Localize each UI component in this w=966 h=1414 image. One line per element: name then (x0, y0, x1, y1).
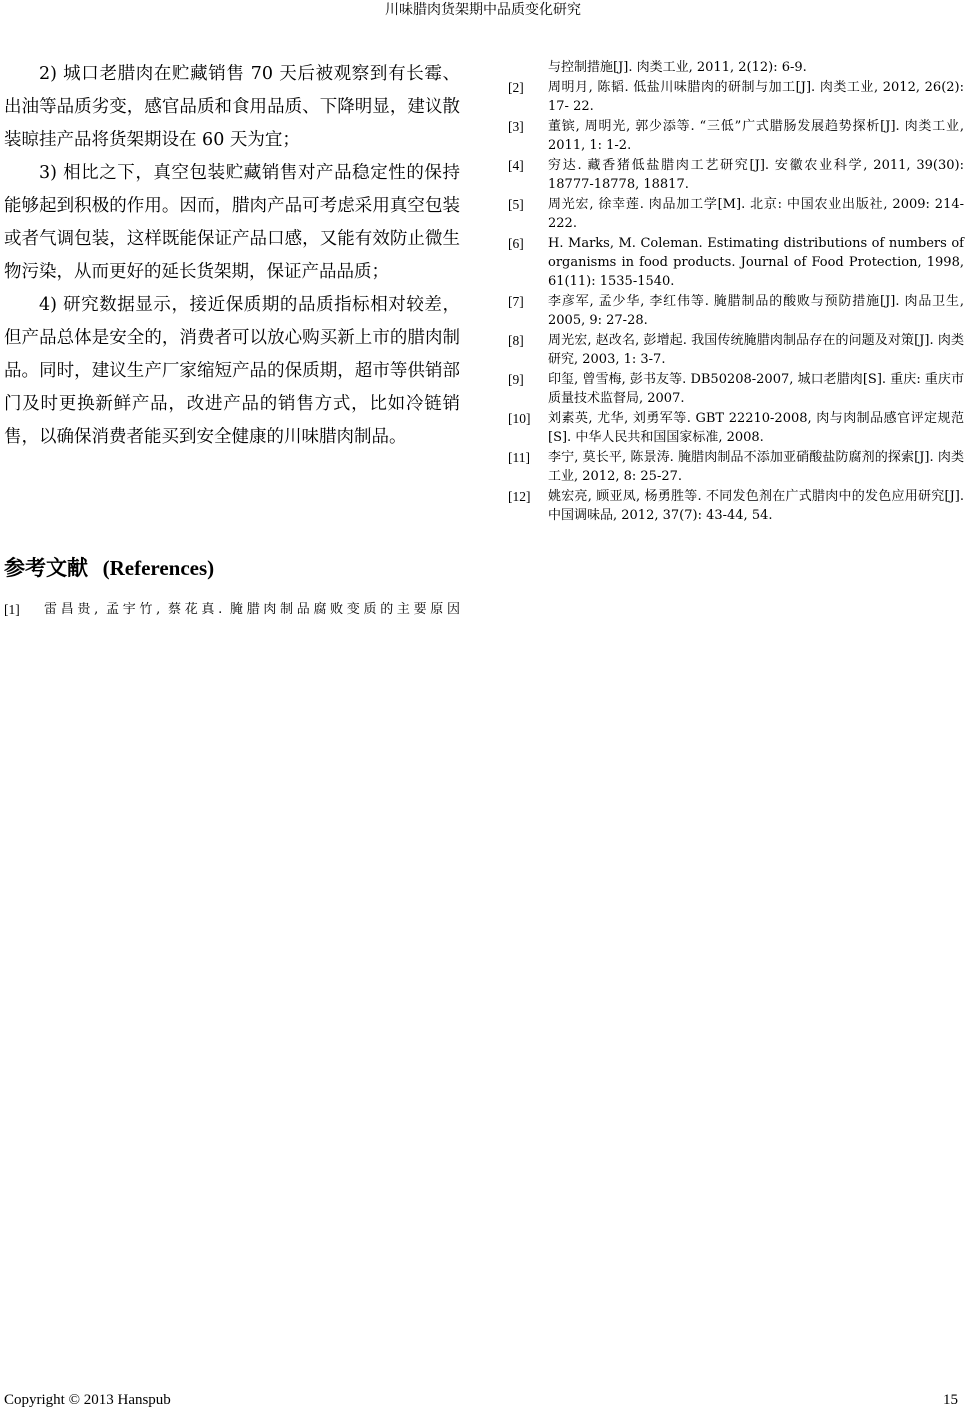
reference-number: [6] (508, 236, 524, 251)
references-right-column (508, 58, 964, 525)
reference-continuation: 与控制措施[J]. 肉类工业, 2011, 2(12): 6-9. (548, 60, 807, 75)
references-heading (4, 552, 214, 584)
reference-item (508, 331, 964, 369)
reference-number: [5] (508, 197, 524, 212)
reference-item (508, 117, 964, 155)
reference-text: 周光宏, 赵改名, 彭增起. 我国传统腌腊肉制品存在的问题及对策[J]. 肉类研究, 2003, 1: 3-7. (548, 333, 964, 367)
references-heading-cn: 参考文献 (4, 555, 88, 580)
reference-item (508, 487, 964, 525)
reference-list (508, 78, 964, 525)
body-paragraph: 2) 城口老腊肉在贮藏销售 70 天后被观察到有长霉、出油等品质劣变，感官品质和食用品质、下降明显，建议散装晾挂产品将货架期设在 60 天为宜； (4, 64, 460, 150)
reference-item (508, 448, 964, 486)
reference-number: [1] (4, 602, 20, 617)
reference-item (508, 156, 964, 194)
references-left-column (4, 600, 460, 619)
reference-item (508, 409, 964, 447)
running-header: 川味腊肉货架期中品质变化研究 (385, 2, 581, 18)
reference-number: [9] (508, 372, 524, 387)
reference-text: 刘素英, 尤华, 刘勇军等. GBT 22210-2008, 肉与肉制品感官评定规范[S]. 中华人民共和国国家标准, 2008. (548, 411, 964, 445)
reference-item (508, 370, 964, 408)
references-heading-en: (References) (102, 556, 215, 580)
reference-item (4, 600, 460, 619)
reference-number: [11] (508, 450, 530, 465)
body-paragraph: 4) 研究数据显示，接近保质期的品质指标相对较差，但产品总体是安全的，消费者可以放心购买新上市的腊肉制品。同时，建议生产厂家缩短产品的保质期，超市等供销部门及时更换新鲜产品，改进产品的销售方式，比如冷链销售，以确保消费者能买到安全健康的川味腊肉制品。 (4, 295, 460, 447)
reference-text: 董镔, 周明光, 郭少添等. “三低”广式腊肠发展趋势探析[J]. 肉类工业, 2011, 1: 1-2. (548, 119, 964, 153)
reference-number: [2] (508, 80, 524, 95)
reference-text: H. Marks, M. Coleman. Estimating distributions of numbers of organisms in food products. Journal of Food Protection, 1998, 61(11): 1535-1540. (548, 236, 964, 289)
reference-number: [4] (508, 158, 524, 173)
reference-number: [3] (508, 119, 524, 134)
reference-item (508, 195, 964, 233)
reference-item (508, 292, 964, 330)
reference-text: 穷达. 藏香猪低盐腊肉工艺研究[J]. 安徽农业科学, 2011, 39(30): 18777-18778, 18817. (548, 158, 964, 192)
reference-number: [8] (508, 333, 524, 348)
footer-page-number: 15 (943, 1392, 958, 1408)
reference-item (508, 78, 964, 116)
reference-text: 李彦军, 孟少华, 李红伟等. 腌腊制品的酸败与预防措施[J]. 肉品卫生, 2005, 9: 27-28. (548, 294, 964, 328)
body-paragraph: 3) 相比之下，真空包装贮藏销售对产品稳定性的保持能够起到积极的作用。因而，腊肉产品可考虑采用真空包装或者气调包装，这样既能保证产品口感，又能有效防止微生物污染，从而更好的延长货架期，保证产品品质； (4, 163, 460, 282)
reference-number: [7] (508, 294, 524, 309)
reference-text: 李宁, 莫长平, 陈景涛. 腌腊肉制品不添加亚硝酸盐防腐剂的探索[J]. 肉类工业, 2012, 8: 25-27. (548, 450, 964, 484)
reference-text: 雷昌贵, 孟宇竹, 蔡花真. 腌腊肉制品腐败变质的主要原因 (44, 602, 460, 617)
footer-copyright: Copyright © 2013 Hanspub (4, 1392, 171, 1408)
reference-number: [10] (508, 411, 531, 426)
reference-item (508, 234, 964, 291)
reference-text: 周光宏, 徐幸莲. 肉品加工学[M]. 北京: 中国农业出版社, 2009: 214-222. (548, 197, 964, 231)
reference-text: 姚宏亮, 顾亚凤, 杨勇胜等. 不同发色剂在广式腊肉中的发色应用研究[J]. 中国调味品, 2012, 37(7): 43-44, 54. (548, 489, 964, 523)
body-text-column (4, 58, 460, 454)
reference-number: [12] (508, 489, 531, 504)
reference-text: 周明月, 陈韬. 低盐川味腊肉的研制与加工[J]. 肉类工业, 2012, 26(2): 17- 22. (548, 80, 964, 114)
reference-text: 印玺, 曾雪梅, 彭书友等. DB50208-2007, 城口老腊肉[S]. 重庆: 重庆市质量技术监督局, 2007. (548, 372, 964, 406)
